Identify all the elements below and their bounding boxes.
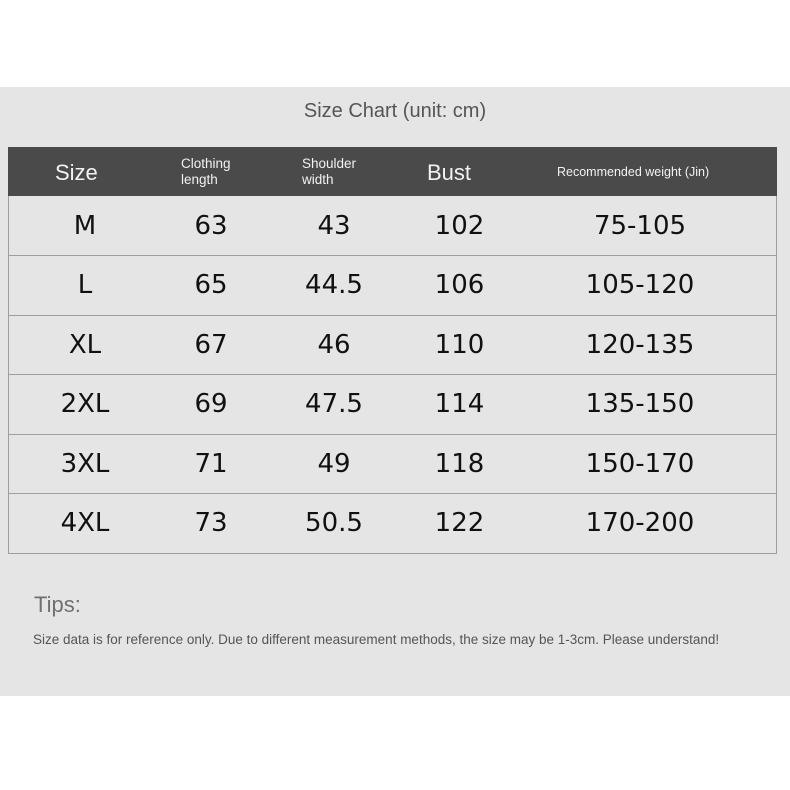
cell-size: XL: [68, 329, 102, 360]
cell-size: M: [73, 210, 97, 241]
cell-shoulder-width: 44.5: [305, 270, 363, 301]
size-chart-panel: [0, 87, 790, 696]
table-header: [8, 147, 777, 196]
table-row: [9, 493, 776, 553]
cell-recommended-weight: 75-105: [593, 210, 687, 241]
cell-bust: 122: [434, 508, 485, 539]
header-bust: Bust: [427, 160, 472, 185]
table-body: [8, 196, 777, 554]
table-row: [9, 374, 776, 434]
tips-label: Tips:: [34, 592, 81, 617]
cell-bust: 114: [434, 389, 485, 420]
cell-clothing-length: 73: [194, 508, 228, 539]
table-row: [9, 315, 776, 375]
header-shoulder-width: [302, 156, 356, 188]
cell-shoulder-width: 43: [317, 210, 351, 241]
header-size: Size: [55, 160, 98, 185]
cell-shoulder-width: 50.5: [305, 508, 363, 539]
cell-recommended-weight: 135-150: [585, 389, 695, 420]
cell-recommended-weight: 105-120: [585, 270, 695, 301]
cell-clothing-length: 63: [194, 210, 228, 241]
table-row: [9, 255, 776, 315]
header-clothing-length: [181, 156, 231, 188]
table-row: [9, 434, 776, 494]
cell-bust: 110: [434, 329, 485, 360]
cell-size: 3XL: [60, 448, 110, 479]
cell-clothing-length: 65: [194, 270, 228, 301]
cell-bust: 106: [434, 270, 485, 301]
cell-shoulder-width: 49: [317, 448, 351, 479]
cell-recommended-weight: 120-135: [585, 329, 695, 360]
header-shoulder-width-line1: Shoulder: [302, 156, 357, 171]
table-row: [9, 196, 776, 255]
cell-size: L: [77, 270, 93, 301]
cell-shoulder-width: 46: [317, 329, 351, 360]
cell-clothing-length: 67: [194, 329, 228, 360]
header-clothing-length-line2: length: [181, 172, 218, 187]
tips-text: Size data is for reference only. Due to different measurement methods, the size may be 1-3cm. Please understand!: [33, 632, 720, 647]
size-table: [8, 147, 777, 554]
cell-size: 2XL: [60, 389, 110, 420]
chart-title: Size Chart (unit: cm): [303, 100, 487, 122]
header-recommended-weight: Recommended weight (Jin): [557, 165, 710, 179]
cell-recommended-weight: 170-200: [585, 508, 695, 539]
cell-recommended-weight: 150-170: [585, 448, 695, 479]
cell-bust: 102: [434, 210, 485, 241]
cell-shoulder-width: 47.5: [305, 389, 363, 420]
header-clothing-length-line1: Clothing: [181, 156, 231, 171]
cell-clothing-length: 69: [194, 389, 228, 420]
header-shoulder-width-line2: width: [302, 172, 334, 187]
cell-size: 4XL: [60, 508, 110, 539]
cell-bust: 118: [434, 448, 485, 479]
cell-clothing-length: 71: [194, 448, 228, 479]
